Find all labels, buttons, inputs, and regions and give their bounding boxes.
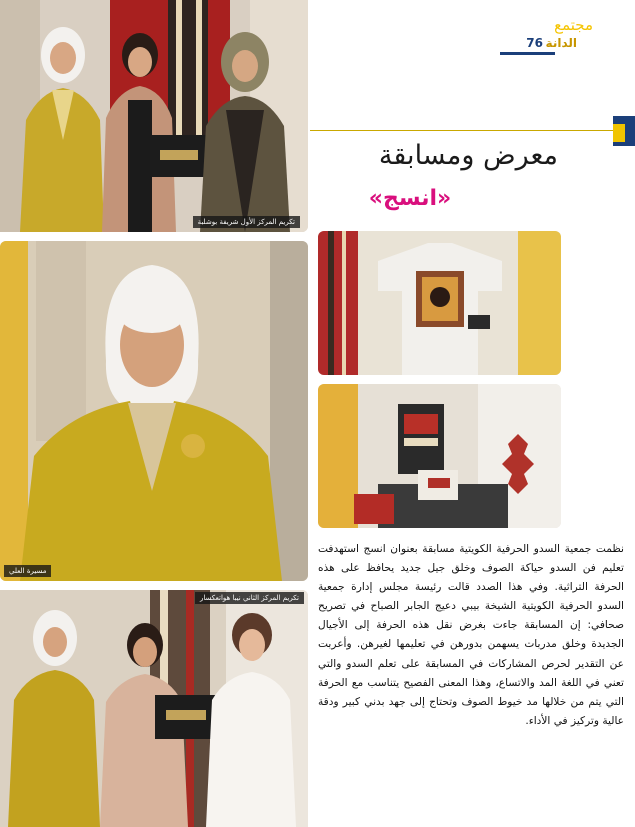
photo-exhibit-garment [318, 231, 561, 375]
photo-exhibit-bags [318, 384, 561, 528]
photo-award-first [0, 0, 308, 232]
photo-exhibit-bags-image [318, 384, 561, 528]
photo-award-second-caption: تكريم المركز الثاني نيبا هواتعكسار [195, 592, 304, 604]
photo-portrait [0, 241, 308, 581]
photo-award-second-image [0, 590, 308, 827]
photo-portrait-caption: مسيرة العلي [4, 565, 51, 577]
header-rule [500, 52, 555, 55]
photo-award-second [0, 590, 308, 827]
corner-accent [613, 124, 625, 142]
photo-exhibit-garment-image [318, 231, 561, 375]
section-label: مجتمع [554, 16, 593, 34]
title-rule [310, 130, 613, 131]
photo-portrait-image [0, 241, 308, 581]
article-body: نظمت جمعية السدو الحرفية الكويتية مسابقة بعنوان انسج استهدفت تعليم فن السدو حياكة الصوف وخلق جيل جديد يحافظ على هذه الحرفة التراثية. وفي هذا الصدد قالت رئيسة مجلس إدارة جمعية السدو الحرفية الكويتية الشيخة بيبي دعيج الجابر الصباح في تصريح صحافي: إن المسابقة جاءت بغرض نقل هذه الحرفة إلى الأجيال الجديدة وخلق مدربات يسهمن بدورهن في تعليمها لغيرهن. وأعربت عن التقدير لحرص المشاركات في المسابقة على تعلم السدو والتي تعني في اللغة المد والاتساع، وهذا المعنى الفصيح يتناسب مع الحرفة التي يتم من خلالها مد خيوط الصوف وتحتاج إلى جهد بدني كبير ودقة عالية وتركيز في الأداء. [318, 543, 624, 727]
photo-award-first-caption: تكريم المركز الأول شريفة بوشلبة [193, 216, 300, 228]
photo-award-first-image [0, 0, 308, 232]
article-title: معرض ومسابقة [378, 140, 558, 171]
article-subtitle: «انسج» [368, 186, 452, 211]
magazine-logo: الدانة [545, 36, 577, 50]
page-number: 76 [526, 36, 543, 50]
